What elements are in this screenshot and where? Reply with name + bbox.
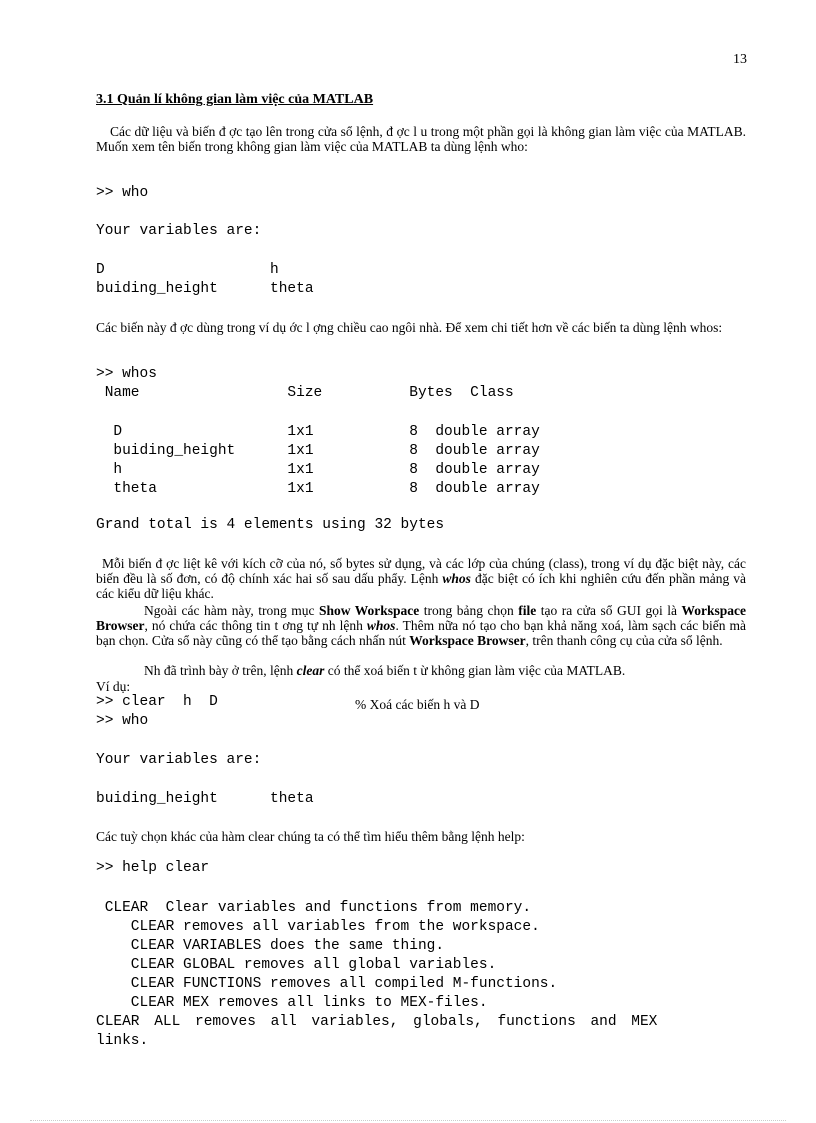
whos-table-row: theta 1x1 8 double array [96, 481, 540, 497]
whos-table-row: buiding_height 1x1 8 double array [96, 443, 540, 459]
help-line: CLEAR VARIABLES does the same thing. [96, 938, 445, 954]
example-label: Ví dụ: [96, 679, 131, 694]
workspace-browser-button-term: Workspace Browser [409, 633, 526, 648]
whos-table-row: h 1x1 8 double array [96, 462, 540, 478]
section-heading: 3.1 Quản lí không gian làm việc của MATLAB [96, 92, 374, 107]
paragraph-help: Các tuỳ chọn khác của hàm clear chúng ta có thể tìm hiểu thêm bằng lệnh help: [96, 829, 525, 844]
help-line: CLEAR MEX removes all links to MEX-files. [96, 995, 488, 1011]
whos-table-header: Name Size Bytes Class [96, 385, 514, 401]
show-workspace-term: Show Workspace [318, 603, 420, 618]
help-line: CLEAR FUNCTIONS removes all compiled M-functions. [96, 976, 558, 992]
help-line: links. [96, 1033, 149, 1049]
file-term: file [518, 603, 537, 618]
paragraph-clear: Nh đã trình bày ở trên, lệnh clear có thể xoá biến t ừ không gian làm việc của MATLAB. [144, 663, 626, 678]
output-vars-after-clear: buiding_height theta [96, 791, 314, 807]
page-bottom-rule [30, 1120, 786, 1121]
whos-keyword: whos [366, 618, 396, 633]
paragraph-intro: Các dữ liệu và biến đ ợc tạo lên trong cửa sổ lệnh, đ ợc l u trong một phần gọi là không gian làm việc của MATLAB. Muốn xem tên biến trong không gian làm việc của MATLAB ta dùng lệnh who: [96, 124, 746, 154]
help-line: CLEAR Clear variables and functions from memory. [96, 900, 532, 916]
output-vars-row-2: buiding_height theta [96, 281, 314, 297]
workspace-browser-term: Workspace Browser [96, 603, 746, 633]
code-clear: >> clear h D [96, 694, 218, 710]
whos-table-row: D 1x1 8 double array [96, 424, 540, 440]
help-line: CLEAR removes all variables from the workspace. [96, 919, 540, 935]
code-help: >> help clear [96, 860, 210, 876]
code-who-2: >> who [96, 713, 149, 729]
code-who: >> who [96, 185, 149, 201]
code-comment: % Xoá các biến h và D [355, 697, 480, 712]
clear-keyword: clear [296, 663, 325, 678]
grand-total: Grand total is 4 elements using 32 bytes [96, 517, 445, 533]
output-your-variables: Your variables are: [96, 223, 262, 239]
page-number: 13 [733, 52, 747, 67]
output-vars-row-1: D h [96, 262, 279, 278]
help-line: CLEAR GLOBAL removes all global variables. [96, 957, 497, 973]
paragraph-whos-explanation: Mỗi biến đ ợc liệt kê với kích cỡ của nó, số bytes sử dụng, và các lớp của chúng (class), trong ví dụ đặc biệt này, các biến đều là số đơn, có độ chính xác hai số sau dấu phẩy. Lệnh whos đặc biệt có ích khi nghiên cứu đến phần mảng và các kiểu dữ liệu khác. [96, 556, 746, 601]
help-line: CLEAR ALL removes all variables, globals, functions and MEX [96, 1014, 658, 1030]
paragraph-variables: Các biến này đ ợc dùng trong ví dụ ớc l ợng chiều cao ngôi nhà. Để xem chi tiết hơn về các biến ta dùng lệnh whos: [96, 320, 723, 335]
code-whos: >> whos [96, 366, 157, 382]
paragraph-workspace-browser: Ngoài các hàm này, trong mục Show Workspace trong bảng chọn file tạo ra cửa sổ GUI gọi là Workspace Browser, nó chứa các thông tin t ơng tự nh lệnh whos. Thêm nữa nó tạo cho bạn khả năng xoá, làm sạch các biến mà bạn chọn. Cửa sổ này cũng có thể tạo bằng cách nhấn nút Workspace Browser, trên thanh công cụ của cửa sổ lệnh. [96, 603, 747, 648]
whos-keyword: whos [442, 571, 471, 586]
output-your-variables-2: Your variables are: [96, 752, 262, 768]
